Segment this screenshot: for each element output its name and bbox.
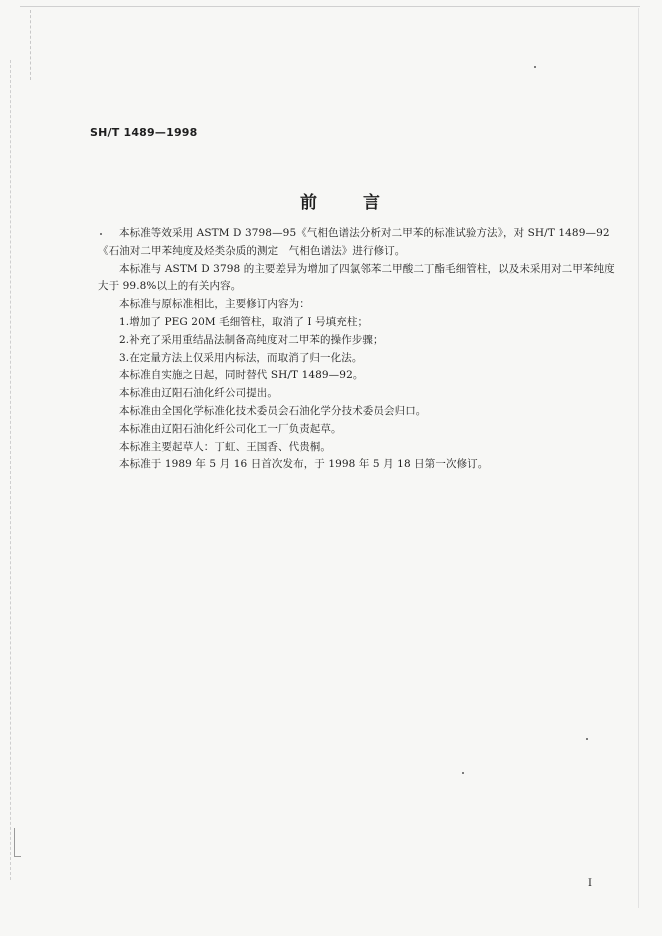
list-item: 2.补充了采用重结晶法制备高纯度对二甲苯的操作步骤； xyxy=(119,333,384,346)
title-char-1: 前 xyxy=(300,193,317,213)
paragraph: 本标准于 1989 年 5 月 16 日首次发布，于 1998 年 5 月 18 日第一次修订。 xyxy=(119,458,489,471)
scan-mark xyxy=(14,828,21,857)
paragraph: 本标准与原标准相比，主要修订内容为： xyxy=(119,298,310,311)
foreword-body xyxy=(98,225,624,474)
scan-edge-top xyxy=(20,6,640,8)
title-char-2: 言 xyxy=(363,193,380,213)
list-item: 3.在定量方法上仅采用内标法，而取消了归一化法。 xyxy=(119,351,363,364)
page-title xyxy=(300,188,420,213)
paragraph: 本标准由全国化学标准化技术委员会石油化学分技术委员会归口。 xyxy=(119,404,427,417)
page-number: I xyxy=(588,878,592,889)
scan-speck xyxy=(534,66,536,68)
paragraph: 本标准自实施之日起，同时替代 SH/T 1489—92。 xyxy=(119,369,364,382)
document-code: SH/T 1489—1998 xyxy=(90,126,198,139)
scan-speck xyxy=(462,772,464,774)
scan-edge-left-top xyxy=(30,10,32,80)
paragraph: 本标准由辽阳石油化纤公司化工一厂负责起草。 xyxy=(119,422,342,435)
scan-edge-right xyxy=(638,8,640,908)
list-item: 1.增加了 PEG 20M 毛细管柱，取消了 I 号填充柱； xyxy=(119,315,369,328)
paragraph: 本标准与 ASTM D 3798 的主要差异为增加了四氯邻苯二甲酸二丁酯毛细管柱，以及未采用对二甲苯纯度大于 99.8%以上的有关内容。 xyxy=(98,262,615,293)
scan-speck xyxy=(586,738,588,740)
paragraph: 本标准等效采用 ASTM D 3798—95《气相色谱法分析对二甲苯的标准试验方法》，对 SH/T 1489—92《石油对二甲苯纯度及烃类杂质的测定 气相色谱法》进行修订。 xyxy=(98,227,610,257)
scan-edge-left xyxy=(10,60,12,880)
paragraph: 本标准主要起草人：丁虹、王国香、代贵桐。 xyxy=(119,440,331,453)
paragraph: 本标准由辽阳石油化纤公司提出。 xyxy=(119,387,278,400)
